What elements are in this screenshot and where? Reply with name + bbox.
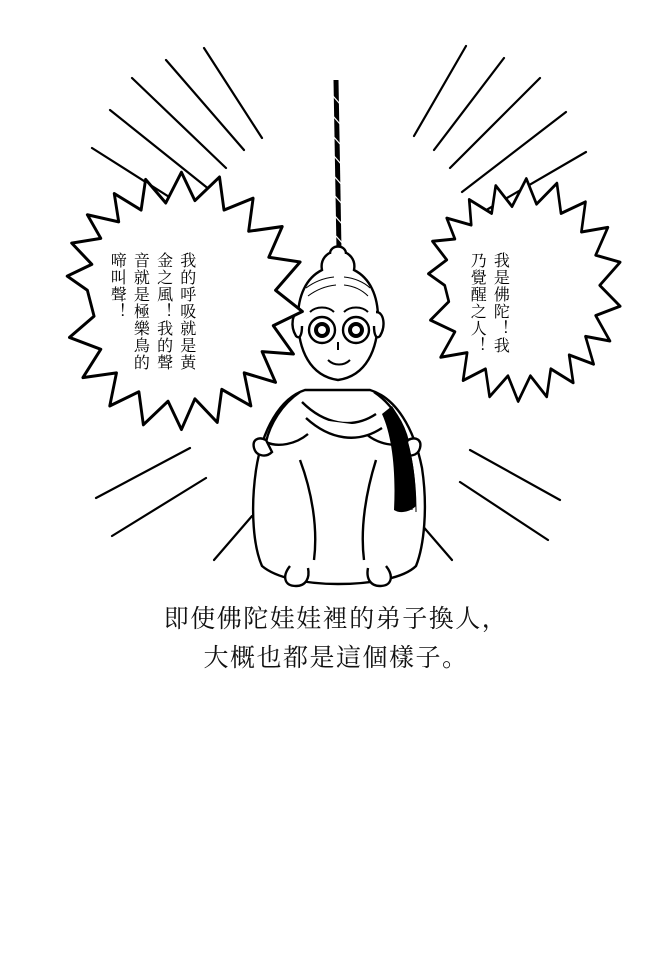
caption-block [0,600,672,678]
speech-balloon-left-text [106,252,199,452]
balloon-left-column-2: 金之風！我的聲 [154,252,174,371]
balloon-right-column-2: 乃覺醒之人！ [468,252,488,354]
balloon-left-column-3: 音就是極樂鳥的 [131,252,151,371]
caption-line-1: 即使佛陀娃娃裡的弟子換人， [163,604,509,633]
balloon-left-column-1: 我的呼吸就是黃 [177,252,197,371]
speech-balloon-right [428,179,620,402]
caption-line-2: 大概也都是這個樣子。 [203,642,469,672]
balloon-right-column-1: 我是佛陀！我 [491,252,511,354]
balloon-left-column-4: 啼叫聲！ [108,252,128,320]
speech-balloon-right-text [466,252,512,364]
hanging-string-icon [333,80,343,250]
